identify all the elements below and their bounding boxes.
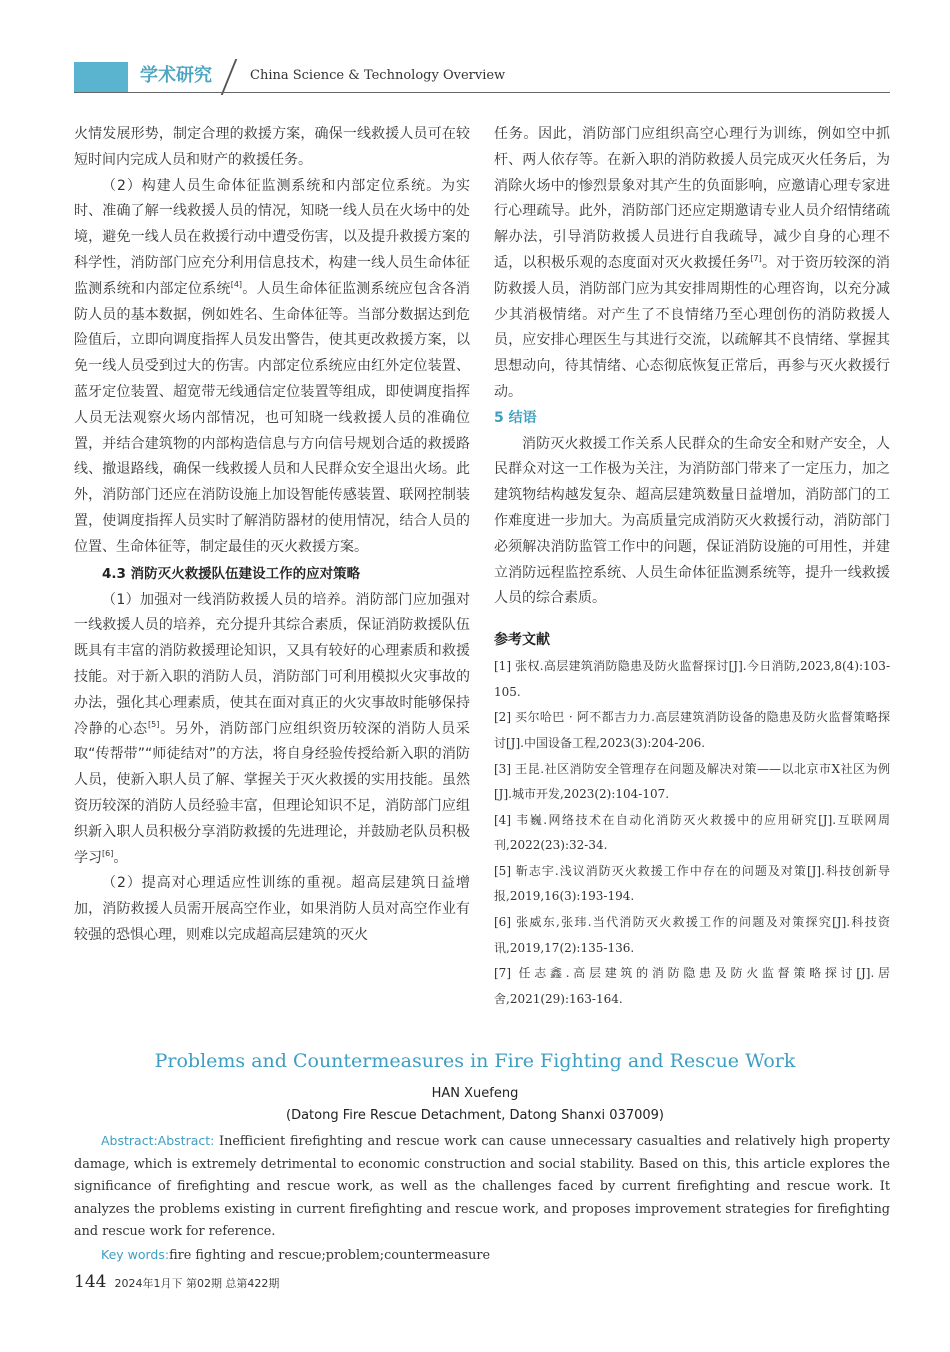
citation-link[interactable]: [5]	[147, 719, 160, 729]
abstract-section	[74, 1130, 890, 1267]
author-affiliation: (Datong Fire Rescue Detachment, Datong Shanxi 037009)	[286, 1108, 664, 1123]
page-number: 144	[74, 1272, 107, 1292]
paragraph: 任务。因此，消防部门应组织高空心理行为训练，例如空中抓杆、两人依存等。在新入职的消防救援人员完成灭火任务后，为消除火场中的惨烈景象对其产生的负面影响，应邀请心理专家进行心理疏导。此外，消防部门还应定期邀请专业人员介绍情绪疏解办法，引导消防救援人员进行自我疏导，减少自身的心理不适，以积极乐观的态度面对灭火救援任务[7]。对于资历较深的消防救援人员，消防部门应为其安排周期性的心理咨询，以充分减少其消极情绪。对产生了不良情绪乃至心理创伤的消防救援人员，应安排心理医生与其进行交流，以疏解其不良情绪、掌握其思想动向，待其情绪、心态彻底恢复正常后，再参与灭火救援行动。	[494, 126, 890, 400]
section-heading: 4.3 消防灭火救援队伍建设工作的应对策略	[102, 565, 361, 582]
paragraph: （2）提高对心理适应性训练的重视。超高层建筑日益增加，消防救援人员需开展高空作业，如果消防人员对高空作业有较强的恐惧心理，则难以完成超高层建筑的灭火	[74, 875, 470, 943]
header-rule	[74, 92, 890, 93]
citation-link[interactable]: [4]	[230, 279, 243, 289]
abstract-label: Abstract:Abstract:	[101, 1133, 215, 1148]
abstract-text: Inefficient firefighting and rescue work can cause unnecessary casualties and relatively high property damage, which is extremely detrimental to economic construction and social stability. Based on this, this article explores the significance of firefighting and rescue work, as well as the challenges faced by current firefighting and rescue work. It analyzes the problems existing in current firefighting and rescue work, and proposes improvement strategies for firefighting and rescue work for reference.	[74, 1134, 890, 1239]
english-title: Problems and Countermeasures in Fire Fighting and Rescue Work	[154, 1050, 796, 1072]
reference-item: [6] 张威东,张玮.当代消防灭火救援工作的问题及对策探究[J].科技资讯,2019,17(2):135-136.	[494, 915, 890, 955]
keywords-label: Key words:	[101, 1246, 170, 1262]
reference-item: [5] 靳志宇.浅议消防灭火救援工作中存在的问题及对策[J].科技创新导报,2019,16(3):193-194.	[494, 863, 890, 904]
page-footer	[74, 1272, 279, 1292]
reference-list	[494, 654, 890, 1012]
reference-item: [3] 王昆.社区消防安全管理存在问题及解决对策——以北京市X社区为例[J].城市开发,2023(2):104-107.	[494, 761, 890, 802]
keywords-text: fire fighting and rescue;problem;countermeasure	[169, 1247, 491, 1263]
section-heading: 5 结语	[494, 409, 537, 426]
header-slash-divider	[221, 59, 238, 95]
citation-link[interactable]: [6]	[102, 848, 114, 858]
paragraph: 火情发展形势，制定合理的救援方案，确保一线救援人员可在较短时间内完成人员和财产的救援任务。	[74, 126, 470, 168]
abstract-paragraph	[74, 1130, 890, 1244]
citation-link[interactable]: [7]	[750, 253, 762, 263]
keywords-paragraph	[74, 1244, 890, 1268]
reference-item: [7] 任志鑫.高层建筑的消防隐患及防火监督策略探讨[J].居舍,2021(29):163-164.	[494, 966, 890, 1006]
issue-info: 2024年1月下 第02期 总第422期	[114, 1277, 280, 1290]
paragraph: （1）加强对一线消防救援人员的培养。消防部门应加强对一线救援人员的培养，充分提升其综合素质，保证消防救援队伍既具有丰富的消防救援理论知识，又具有较好的心理素质和救援技能。对于新入职的消防人员，消防部门可利用模拟火灾事故的办法，强化其心理素质，使其在面对真正的火灾事故时能够保持冷静的心态[5]。另外，消防部门应组织资历较深的消防人员采取“传帮带”“师徒结对”的方法，将自身经验传授给新入职的消防人员，使新入职人员了解、掌握关于灭火救援的实用技能。虽然资历较深的消防人员经验丰富，但理论知识不足，消防部门应组织新入职人员积极分享消防救援的先进理论，并鼓励老队员积极学习[6]。	[74, 591, 471, 866]
reference-item: [2] 买尔哈巴 · 阿不都吉力力.高层建筑消防设备的隐患及防火监督策略探讨[J].中国设备工程,2023(3):204-206.	[494, 710, 890, 750]
references-title: 参考文献	[494, 632, 550, 649]
journal-name: China Science & Technology Overview	[250, 68, 506, 83]
reference-item: [1] 张权.高层建筑消防隐患及防火监督探讨[J].今日消防,2023,8(4):103-105.	[494, 659, 890, 699]
section-label: 学术研究	[140, 65, 212, 86]
right-column	[494, 122, 890, 1012]
paragraph: 消防灭火救援工作关系人民群众的生命安全和财产安全，人民群众对这一工作极为关注，为消防部门带来了一定压力，加之建筑物结构越发复杂、超高层建筑数量日益增加，消防部门的工作难度进一步加大。为高质量完成消防灭火救援行动，消防部门必须解决消防监管工作中的问题，保证消防设施的可用性，并建立消防远程监控系统、人员生命体征监测系统等，提升一线救援人员的综合素质。	[494, 435, 890, 607]
paragraph: （2）构建人员生命体征监测系统和内部定位系统。为实时、准确了解一线救援人员的情况，知晓一线人员在火场中的处境，避免一线人员在救援行动中遭受伤害，以及提升救援方案的科学性，消防部门应充分利用信息技术，构建一线人员生命体征监测系统和内部定位系统[4]。人员生命体征监测系统应包含各消防人员的基本数据，例如姓名、生命体征等。当部分数据达到危险值后，立即向调度指挥人员发出警告，使其更改救援方案，以免一线人员受到过大的伤害。内部定位系统应由红外定位装置、蓝牙定位装置、超宽带无线通信定位装置等组成，即使调度指挥人员无法观察火场内部情况，也可知晓一线救援人员的准确位置，并结合建筑物的内部构造信息与方向信号规划合适的救援路线、撤退路线，确保一线救援人员和人民群众安全退出火场。此外，消防部门还应在消防设施上加设智能传感装置、联网控制装置，使调度指挥人员实时了解消防器材的使用情况，结合人员的位置、生命体征等，制定最佳的灭火救援方案。	[74, 177, 471, 555]
header-color-block	[74, 62, 128, 92]
left-column	[74, 122, 470, 949]
author-name: HAN Xuefeng	[431, 1086, 519, 1101]
reference-item: [4] 韦巍.网络技术在自动化消防灭火救援中的应用研究[J].互联网周刊,2022(23):32-34.	[494, 812, 890, 853]
